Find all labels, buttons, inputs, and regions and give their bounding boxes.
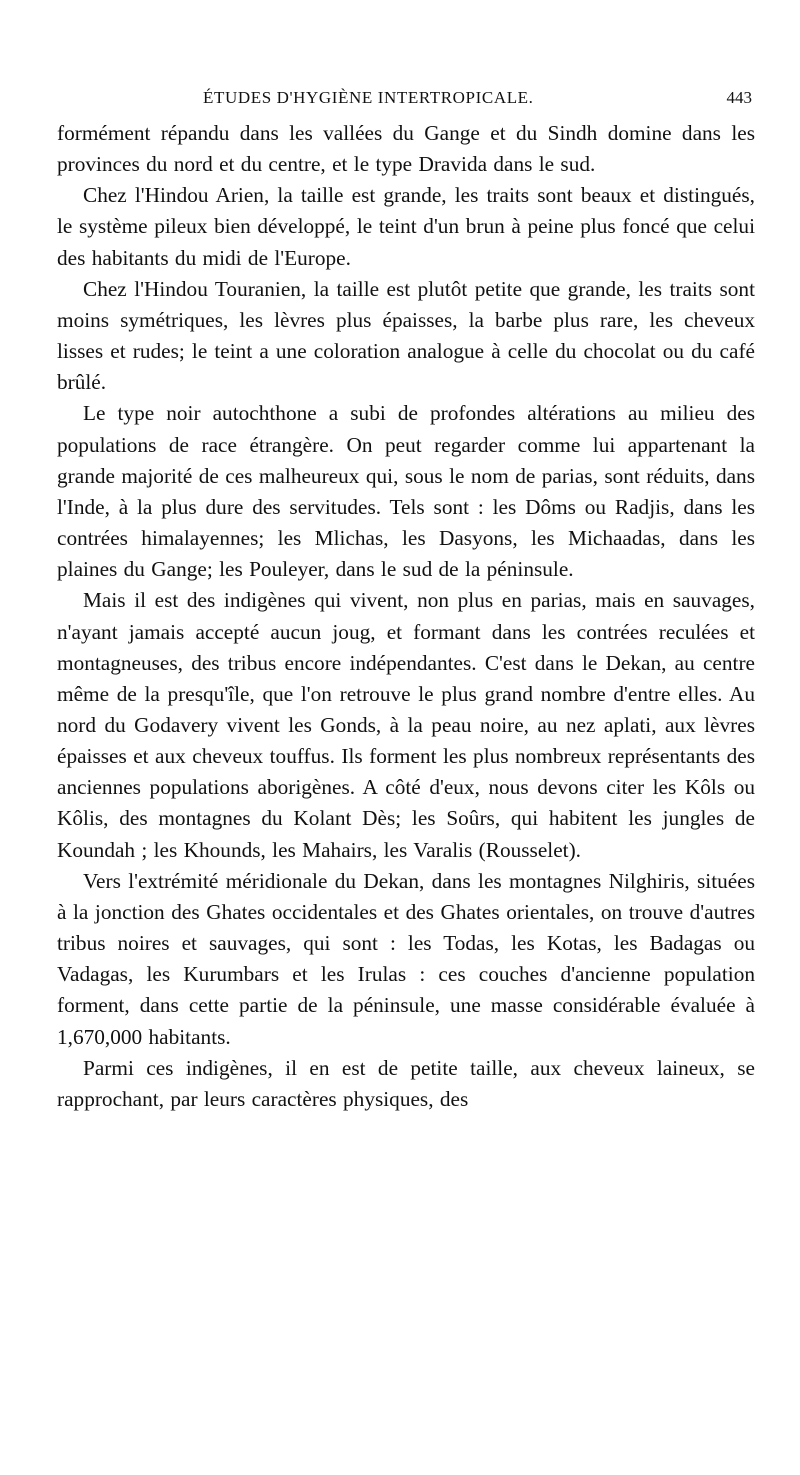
paragraph: formément répandu dans les vallées du Gange et du Sindh domine dans les provinces du nord et du centre, et le type Dravida dans le sud. <box>57 121 755 177</box>
page-header <box>55 88 760 114</box>
running-title: ÉTUDES D'HYGIÈNE INTERTROPICALE. <box>203 88 534 107</box>
body-text <box>57 118 755 1115</box>
paragraph: Chez l'Hindou Touranien, la taille est plutôt petite que grande, les traits sont moins symétriques, les lèvres plus épaisses, la barbe plus rare, les cheveux lisses et rudes; le teint a une coloration analogue à celle du chocolat ou du café brûlé. <box>57 276 755 395</box>
paragraph: Le type noir autochthone a subi de profondes altérations au milieu des populations de race étrangère. On peut regarder comme lui appartenant la grande majorité de ces malheureux qui, sous le nom de parias, sont réduits, dans l'Inde, à la plus dure des servitudes. Tels sont : les Dôms ou Radjis, dans les contrées himalayennes; les Mlichas, les Dasyons, les Michaadas, dans les plaines du Gange; les Pouleyer, dans le sud de la péninsule. <box>57 401 755 582</box>
paragraph: Mais il est des indigènes qui vivent, non plus en parias, mais en sauvages, n'ayant jamais accepté aucun joug, et formant dans les contrées reculées et montagneuses, des tribus encore indépendantes. C'est dans le Dekan, au centre même de la presqu'île, que l'on retrouve le plus grand nombre d'entre elles. Au nord du Godavery vivent les Gonds, à la peau noire, au nez aplati, aux lèvres épaisses et aux cheveux touffus. Ils forment les plus nombreux représentants des anciennes populations aborigènes. A côté d'eux, nous devons citer les Kôls ou Kôlis, des montagnes du Kolant Dès; les Soûrs, qui habitent les jungles de Koundah ; les Khounds, les Mahairs, les Varalis (Rousselet). <box>57 588 755 862</box>
paragraph: Chez l'Hindou Arien, la taille est grande, les traits sont beaux et distingués, le système pileux bien développé, le teint d'un brun à peine plus foncé que celui des habitants du midi de l'Europe. <box>57 183 755 270</box>
page-number: 443 <box>726 88 752 107</box>
paragraph: Vers l'extrémité méridionale du Dekan, dans les montagnes Nilghiris, situées à la jonction des Ghates occidentales et des Ghates orientales, on trouve d'autres tribus noires et sauvages, qui sont : les Todas, les Kotas, les Badagas ou Vadagas, les Kurumbars et les Irulas : ces couches d'ancienne population forment, dans cette partie de la péninsule, une masse considérable évaluée à 1,670,000 habitants. <box>57 868 755 1049</box>
paragraph: Parmi ces indigènes, il en est de petite taille, aux cheveux laineux, se rapprochant, par leurs caractères physiques, des <box>57 1055 755 1111</box>
